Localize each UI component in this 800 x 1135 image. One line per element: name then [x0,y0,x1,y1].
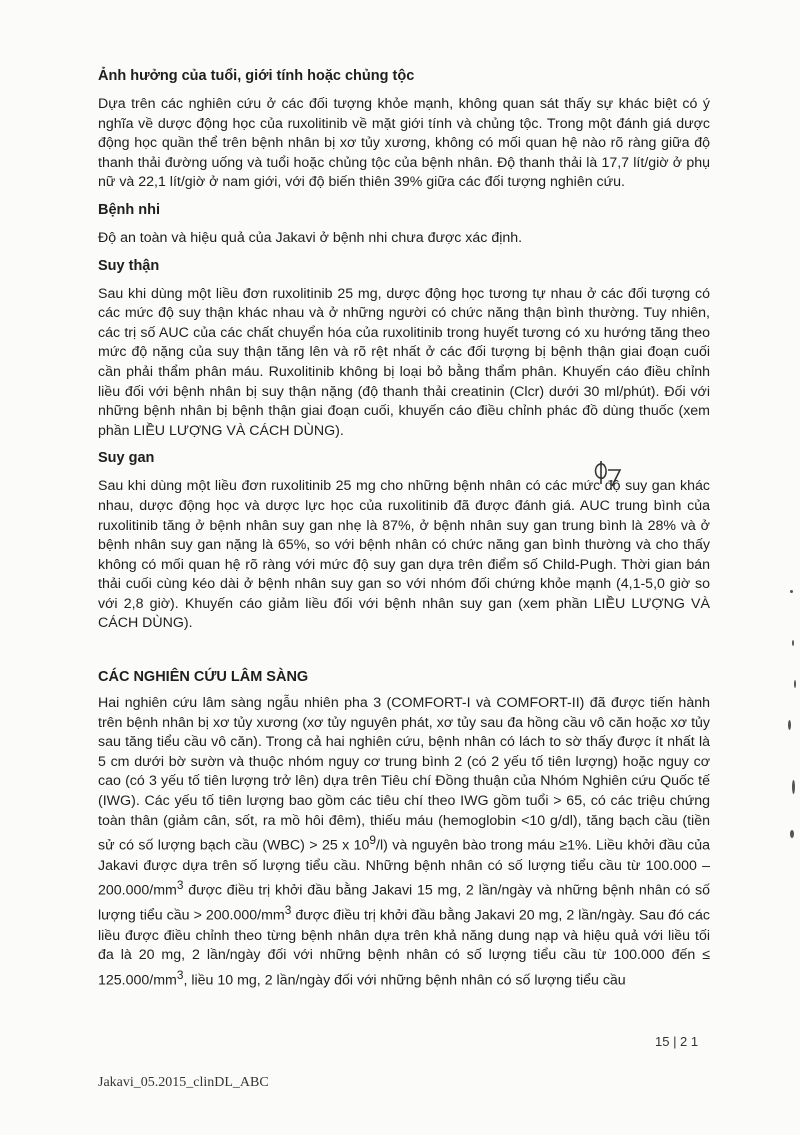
edge-mark [792,780,795,794]
clinical-text-2: /l) và nguyên bào trong máu ≥1%. Liều khởi đầu của Jakavi được dựa trên số lượng tiểu cầu. Những bệnh nhân có số lượng tiểu cầu từ 100.000 – 200.000/mm [98,837,711,899]
edge-mark [794,680,796,688]
page-number: 15 | 2 1 [655,1034,699,1049]
scan-edge-marks [784,580,800,880]
document-body [98,66,710,998]
edge-mark [790,830,794,838]
section-heading-age-sex-race: Ảnh hưởng của tuổi, giới tính hoặc chủng tộc [98,68,415,84]
section-spacer [98,641,710,667]
paragraph-renal-impairment: Sau khi dùng một liều đơn ruxolitinib 25 mg, dược động học tương tự nhau ở các đối tượng có các mức độ suy thận khác nhau và ở những người có chức năng thận bình thường. Tuy nhiên, các trị số AUC của các chất chuyển hóa của ruxolitinib trong huyết tương có xu hướng tăng theo mức độ nặng của suy thận tăng lên và rõ rệt nhất ở các đối tượng bị bệnh thận giai đoạn cuối cần phải thẩm phân máu. Ruxolitinib không bị loại bỏ bằng thẩm phân. Khuyến cáo điều chỉnh liều đối với bệnh nhân bị suy thận nặng (độ thanh thải creatinin (Clcr) dưới 30 ml/phút). Đối với những bệnh nhân bị bệnh thận giai đoạn cuối, khuyến cáo điều chỉnh phác đồ dùng thuốc (xem phần LIỀU LƯỢNG VÀ CÁCH DÙNG). [98,285,710,439]
clinical-text-5: , liều 10 mg, 2 lần/ngày đối với những bệnh nhân có số lượng tiểu cầu [183,972,626,989]
edge-mark [792,640,794,646]
edge-mark [790,590,793,593]
paragraph-clinical-studies [98,694,710,991]
superscript-3c: 3 [176,967,184,982]
superscript-3b: 3 [284,903,292,918]
handwritten-mark [592,460,626,490]
document-code: Jakavi_05.2015_clinDL_ABC [98,1075,269,1090]
superscript-9: 9 [369,833,377,848]
clinical-text-3: được điều trị khởi đầu bằng Jakavi 15 mg, 2 lần/ngày và những bệnh nhân có số lượng tiểu cầu > 200.000/mm [98,882,710,925]
clinical-text-1: Hai nghiên cứu lâm sàng ngẫu nhiên pha 3 (COMFORT-I và COMFORT-II) đã được tiến hành trên bệnh nhân bị xơ tủy xương (xơ tủy nguyên phát, xơ tủy sau đa hồng cầu vô căn hoặc xơ tủy sau tăng tiểu cầu vô căn). Trong cả hai nghiên cứu, bệnh nhân có lách to sờ thấy được ít nhất là 5 cm dưới bờ sườn và thuộc nhóm nguy cơ trung bình 2 (có 2 yếu tố tiên lượng) hoặc nguy cơ cao (có 3 yếu tố tiên lượng trở lên) dựa trên Tiêu chí Đồng thuận của Nhóm Nghiên cứu Quốc tế (IWG). Các yếu tố tiên lượng bao gồm các tiêu chí theo IWG gồm tuổi > 65, có các triệu chứng toàn thân (giảm cân, sốt, ra mồ hôi đêm), thiếu máu (hemoglobin <10 g/dl), tăng bạch cầu (tiền sử có số lượng bạch cầu (WBC) > 25 x 10 [98,695,710,854]
section-heading-pediatric: Bệnh nhi [98,201,161,218]
edge-mark [788,720,791,730]
paragraph-pediatric: Độ an toàn và hiệu quả của Jakavi ở bệnh nhi chưa được xác định. [98,229,523,246]
section-heading-hepatic-impairment: Suy gan [98,450,155,467]
clinical-studies-heading: CÁC NGHIÊN CỨU LÂM SÀNG [98,669,309,686]
clinical-text-4: được điều trị khởi đầu bằng Jakavi 20 mg, 2 lần/ngày. Sau đó các liều được điều chỉnh theo từng bệnh nhân dựa trên khả năng dung nạp và hiệu quả với liều tối đa là 20 mg, 2 lần/ngày đối với những bệnh nhân có số lượng tiểu cầu từ 100.000 đến ≤ 125.000/mm [98,908,710,989]
paragraph-hepatic-impairment: Sau khi dùng một liều đơn ruxolitinib 25 mg cho những bệnh nhân có các mức độ suy gan khác nhau, dược động học và dược lực học của ruxolitinib đã được đánh giá. AUC trung bình của ruxolitinib tăng ở bệnh nhân suy gan nhẹ là 87%, ở bệnh nhân suy gan trung bình là 28% và ở bệnh nhân suy gan nặng là 65%, so với bệnh nhân có chức năng gan bình thường và cho thấy không có mối quan hệ rõ ràng với mức độ suy gan dựa trên điểm số Child-Pugh. Thời gian bán thải cuối cùng kéo dài ở bệnh nhân suy gan so với nhóm đối chứng khỏe mạnh (4,1-5,0 giờ so với 2,8 giờ). Khuyến cáo giảm liều đối với bệnh nhân suy gan (xem phần LIỀU LƯỢNG VÀ CÁCH DÙNG). [98,478,710,632]
section-heading-renal-impairment: Suy thận [98,257,160,274]
paragraph-age-sex-race: Dựa trên các nghiên cứu ở các đối tượng khỏe mạnh, không quan sát thấy sự khác biệt có ý nghĩa về dược động học của ruxolitinib về mặt giới tính và chủng tộc. Trong một đánh giá dược động học quần thể trên bệnh nhân bị xơ tủy xương, không có mối quan hệ nào rõ ràng giữa độ thanh thải đường uống và tuổi hoặc chủng tộc của bệnh nhân. Độ thanh thải là 17,7 lít/giờ ở phụ nữ và 22,1 lít/giờ ở nam giới, với độ biến thiên 39% giữa các đối tượng nghiên cứu. [98,96,710,191]
superscript-3a: 3 [176,878,184,893]
